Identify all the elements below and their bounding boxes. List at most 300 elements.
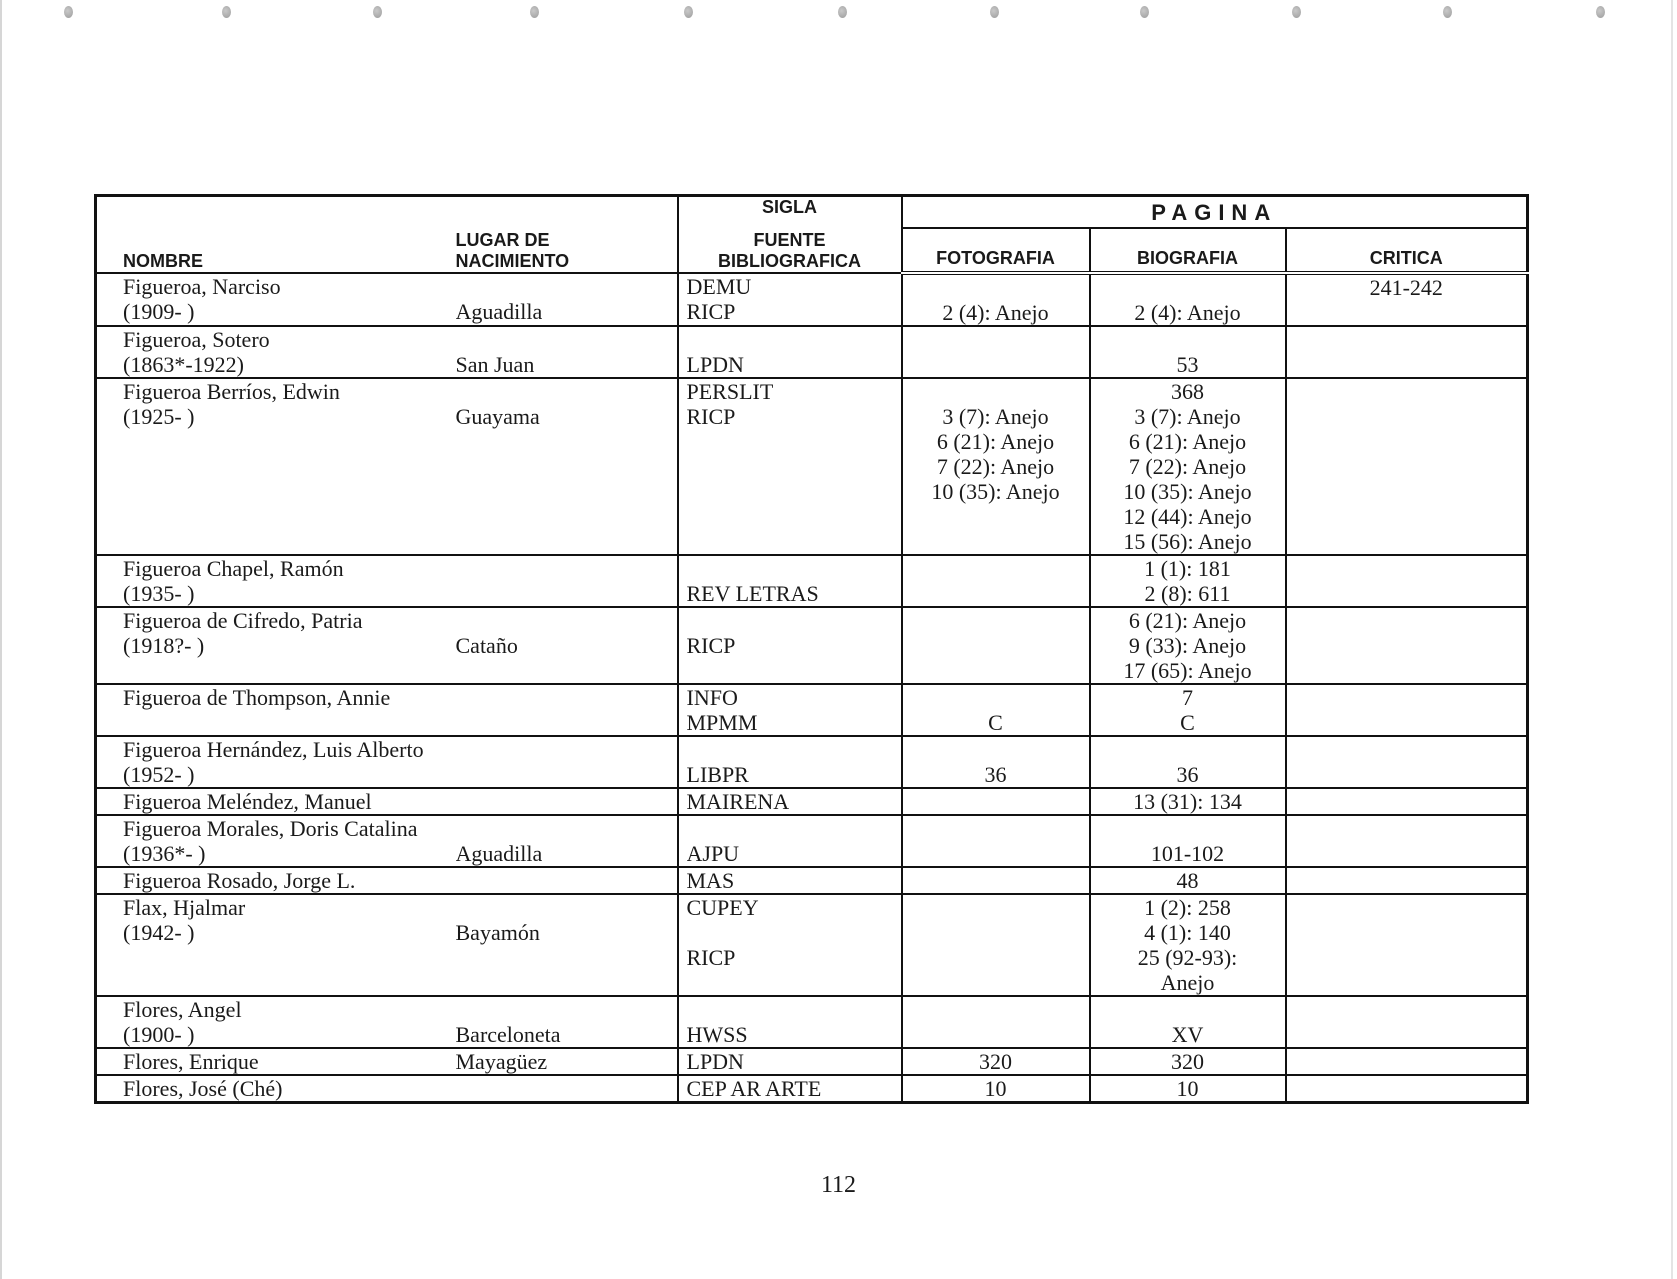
cell-line: [1287, 556, 1527, 581]
cell-line: [903, 608, 1089, 633]
cell-line: LPDN: [686, 352, 744, 377]
cell-line: [1287, 816, 1527, 841]
cell-line: (1909- ): [123, 299, 195, 324]
cell-line: LPDN: [686, 1049, 744, 1074]
cell-line: CEP AR ARTE: [686, 1076, 822, 1101]
cell-foto: [902, 996, 1090, 1048]
bibliography-table: [94, 194, 1529, 1104]
cell-line: [1287, 479, 1527, 504]
column-header-critica: CRITICA: [1286, 228, 1528, 273]
cell-foto: [902, 326, 1090, 378]
cell-critica: [1286, 555, 1528, 607]
cell-line: [903, 352, 1089, 377]
table-row: [96, 815, 1528, 867]
cell-line: INFO: [686, 685, 738, 710]
cell-line: 10: [984, 1076, 1007, 1101]
cell-line: 1 (2): 258: [1144, 895, 1231, 920]
cell-nombre: [96, 867, 456, 894]
cell-line: 7 (22): Anejo: [1128, 454, 1247, 479]
cell-line: [687, 970, 901, 995]
binder-hole: [990, 6, 999, 18]
cell-nombre: [96, 607, 456, 684]
cell-line: (1935- ): [123, 581, 195, 606]
cell-critica: [1286, 1048, 1528, 1075]
cell-lugar: [456, 867, 678, 894]
cell-nombre: [96, 326, 456, 378]
cell-line: (1952- ): [123, 762, 195, 787]
cell-line: Anejo: [1160, 970, 1215, 995]
cell-line: [123, 504, 456, 529]
table-row: [96, 894, 1528, 996]
table-row: [96, 607, 1528, 684]
cell-line: [1091, 997, 1285, 1022]
binder-hole: [373, 6, 382, 18]
cell-lugar: [456, 815, 678, 867]
cell-line: 12 (44): Anejo: [1123, 504, 1252, 529]
cell-line: Guayama: [455, 404, 540, 429]
cell-line: (1936*- ): [123, 841, 206, 866]
cell-critica: [1286, 736, 1528, 788]
cell-line: [1287, 945, 1527, 970]
cell-line: (1925- ): [123, 404, 195, 429]
cell-line: [687, 997, 901, 1022]
table-row: [96, 867, 1528, 894]
cell-line: [903, 868, 1089, 893]
cell-line: [1287, 327, 1527, 352]
cell-nombre: [96, 815, 456, 867]
cell-line: 15 (56): Anejo: [1123, 529, 1252, 554]
cell-bio: [1090, 815, 1286, 867]
table-row: [96, 555, 1528, 607]
cell-line: [903, 816, 1089, 841]
column-header-nombre: NOMBRE: [96, 196, 456, 274]
cell-sigla: [678, 1075, 902, 1103]
cell-lugar: [456, 894, 678, 996]
cell-bio: [1090, 894, 1286, 996]
cell-lugar: [456, 788, 678, 815]
cell-line: (1863*-1922): [123, 352, 244, 377]
cell-line: [456, 970, 677, 995]
cell-line: [456, 429, 677, 454]
cell-nombre: [96, 1075, 456, 1103]
cell-line: Figueroa Hernández, Luis Alberto: [123, 737, 424, 762]
cell-line: Figueroa de Thompson, Annie: [123, 685, 391, 710]
cell-line: [456, 581, 677, 606]
cell-line: [903, 556, 1089, 581]
cell-bio: [1090, 1075, 1286, 1103]
table-row: [96, 996, 1528, 1048]
cell-lugar: [456, 378, 678, 555]
cell-line: DEMU: [686, 274, 752, 299]
cell-line: 25 (92-93):: [1137, 945, 1238, 970]
cell-line: [1287, 454, 1527, 479]
cell-line: [456, 479, 677, 504]
cell-line: Figueroa Berríos, Edwin: [123, 379, 340, 404]
cell-bio: [1090, 273, 1286, 326]
cell-line: [456, 327, 677, 352]
cell-nombre: [96, 788, 456, 815]
cell-bio: [1090, 607, 1286, 684]
cell-line: [1287, 1022, 1527, 1047]
cell-line: 13 (31): 134: [1133, 789, 1242, 814]
cell-bio: [1090, 555, 1286, 607]
cell-line: REV LETRAS: [686, 581, 819, 606]
column-header-sigla: SIGLA FUENTE BIBLIOGRAFICA: [678, 196, 902, 274]
table-row: [96, 684, 1528, 736]
cell-line: [1287, 429, 1527, 454]
cell-line: [1091, 737, 1285, 762]
cell-critica: [1286, 815, 1528, 867]
cell-line: [903, 581, 1089, 606]
cell-sigla: [678, 607, 902, 684]
cell-line: 6 (21): Anejo: [936, 429, 1055, 454]
cell-line: [903, 379, 1089, 404]
table-row: [96, 378, 1528, 555]
cell-line: [687, 556, 901, 581]
cell-line: [123, 658, 456, 683]
cell-line: Aguadilla: [455, 841, 543, 866]
cell-line: MAS: [686, 868, 735, 893]
cell-line: [1287, 997, 1527, 1022]
cell-line: [1091, 816, 1285, 841]
cell-line: 101-102: [1150, 841, 1225, 866]
cell-line: [123, 429, 456, 454]
cell-foto: [902, 1075, 1090, 1103]
cell-line: [1287, 710, 1527, 735]
cell-line: MPMM: [686, 710, 758, 735]
cell-line: [1287, 608, 1527, 633]
cell-foto: [902, 736, 1090, 788]
cell-foto: [902, 1048, 1090, 1075]
cell-line: [456, 454, 677, 479]
cell-line: [687, 529, 901, 554]
cell-critica: [1286, 607, 1528, 684]
cell-critica: [1286, 996, 1528, 1048]
cell-line: [456, 789, 677, 814]
column-header-pagina: PAGINA: [902, 196, 1528, 229]
cell-line: [687, 454, 901, 479]
cell-line: [1287, 581, 1527, 606]
cell-line: Bayamón: [455, 920, 540, 945]
cell-line: Barceloneta: [455, 1022, 561, 1047]
cell-line: [1287, 841, 1527, 866]
cell-line: [456, 274, 677, 299]
cell-nombre: [96, 273, 456, 326]
cell-line: [456, 608, 677, 633]
cell-line: 368: [1171, 379, 1204, 404]
binder-holes: [0, 0, 1677, 30]
column-header-lugar: LUGAR DE NACIMIENTO: [456, 196, 678, 274]
cell-line: Mayagüez: [455, 1049, 548, 1074]
cell-lugar: [456, 326, 678, 378]
cell-line: MAIRENA: [686, 789, 790, 814]
cell-line: [1287, 404, 1527, 429]
cell-line: Figueroa Meléndez, Manuel: [123, 789, 372, 814]
cell-line: Cataño: [455, 633, 518, 658]
cell-line: 10 (35): Anejo: [1123, 479, 1252, 504]
cell-line: [687, 429, 901, 454]
cell-lugar: [456, 607, 678, 684]
cell-bio: [1090, 326, 1286, 378]
column-header-biografia: BIOGRAFIA: [1090, 228, 1286, 273]
cell-foto: [902, 788, 1090, 815]
cell-bio: [1090, 736, 1286, 788]
cell-line: [903, 920, 1089, 945]
cell-line: [1287, 529, 1527, 554]
page-edge-right: [1671, 0, 1673, 1279]
cell-line: [1287, 658, 1527, 683]
cell-line: [903, 658, 1089, 683]
binder-hole: [1596, 6, 1605, 18]
cell-nombre: [96, 996, 456, 1048]
cell-line: 320: [1171, 1049, 1204, 1074]
cell-line: [903, 895, 1089, 920]
cell-critica: [1286, 273, 1528, 326]
header-row-top: [96, 196, 1528, 229]
cell-line: Figueroa Rosado, Jorge L.: [123, 868, 356, 893]
cell-line: RICP: [686, 299, 736, 324]
cell-line: [687, 920, 901, 945]
cell-line: [123, 529, 456, 554]
cell-nombre: [96, 1048, 456, 1075]
cell-line: [456, 895, 677, 920]
cell-line: [1287, 1076, 1527, 1101]
cell-line: [123, 710, 456, 735]
cell-line: 6 (21): Anejo: [1128, 429, 1247, 454]
cell-nombre: [96, 684, 456, 736]
binder-hole: [530, 6, 539, 18]
cell-line: [456, 685, 677, 710]
cell-line: AJPU: [686, 841, 740, 866]
cell-line: [1287, 300, 1527, 325]
cell-bio: [1090, 378, 1286, 555]
cell-line: 53: [1176, 352, 1199, 377]
cell-line: (1942- ): [123, 920, 195, 945]
cell-line: 36: [984, 762, 1007, 787]
cell-line: [687, 816, 901, 841]
cell-lugar: [456, 1075, 678, 1103]
cell-lugar: [456, 273, 678, 326]
cell-line: [123, 454, 456, 479]
cell-line: [903, 685, 1089, 710]
cell-critica: [1286, 326, 1528, 378]
cell-line: [123, 970, 456, 995]
cell-critica: [1286, 684, 1528, 736]
cell-foto: [902, 273, 1090, 326]
cell-bio: [1090, 788, 1286, 815]
cell-line: [1287, 868, 1527, 893]
cell-line: [1287, 970, 1527, 995]
cell-bio: [1090, 996, 1286, 1048]
cell-line: Figueroa Morales, Doris Catalina: [123, 816, 418, 841]
cell-sigla: [678, 867, 902, 894]
cell-bio: [1090, 867, 1286, 894]
cell-critica: [1286, 894, 1528, 996]
cell-line: Figueroa Chapel, Ramón: [123, 556, 344, 581]
binder-hole: [64, 6, 73, 18]
cell-line: Flores, Angel: [123, 997, 242, 1022]
cell-line: 7: [1182, 685, 1193, 710]
cell-line: [1287, 920, 1527, 945]
cell-line: 17 (65): Anejo: [1123, 658, 1252, 683]
cell-critica: [1286, 867, 1528, 894]
cell-line: [456, 816, 677, 841]
cell-line: [687, 327, 901, 352]
table-row: [96, 1048, 1528, 1075]
cell-lugar: [456, 555, 678, 607]
cell-line: [903, 737, 1089, 762]
cell-nombre: [96, 555, 456, 607]
cell-sigla: [678, 996, 902, 1048]
cell-lugar: [456, 1048, 678, 1075]
cell-line: [456, 379, 677, 404]
cell-line: 48: [1176, 868, 1199, 893]
page-number: 112: [820, 1172, 857, 1198]
cell-line: [456, 1076, 677, 1101]
cell-line: [1287, 504, 1527, 529]
cell-line: [687, 504, 901, 529]
cell-line: [1287, 685, 1527, 710]
binder-hole: [1140, 6, 1149, 18]
cell-line: RICP: [686, 633, 736, 658]
cell-line: [903, 1022, 1089, 1047]
cell-critica: [1286, 378, 1528, 555]
cell-line: LIBPR: [686, 762, 749, 787]
cell-line: [456, 868, 677, 893]
cell-line: 6 (21): Anejo: [1128, 608, 1247, 633]
cell-foto: [902, 894, 1090, 996]
cell-foto: [902, 607, 1090, 684]
cell-lugar: [456, 684, 678, 736]
cell-critica: [1286, 1075, 1528, 1103]
table-row: [96, 273, 1528, 326]
cell-nombre: [96, 736, 456, 788]
cell-line: San Juan: [455, 352, 535, 377]
cell-line: [1287, 737, 1527, 762]
cell-line: [1287, 379, 1527, 404]
cell-line: [903, 970, 1089, 995]
cell-line: Aguadilla: [455, 299, 543, 324]
cell-line: [456, 997, 677, 1022]
cell-line: [1287, 789, 1527, 814]
table-row: [96, 326, 1528, 378]
cell-line: PERSLIT: [686, 379, 774, 404]
cell-line: Flax, Hjalmar: [123, 895, 246, 920]
cell-line: CUPEY: [686, 895, 759, 920]
cell-sigla: [678, 894, 902, 996]
cell-line: [687, 479, 901, 504]
cell-line: XV: [1171, 1022, 1204, 1047]
cell-foto: [902, 867, 1090, 894]
cell-line: [456, 762, 677, 787]
cell-line: 2 (4): Anejo: [1134, 300, 1241, 325]
cell-line: [1287, 633, 1527, 658]
binder-hole: [1443, 6, 1452, 18]
cell-line: [687, 737, 901, 762]
cell-line: 1 (1): 181: [1144, 556, 1231, 581]
cell-line: [687, 608, 901, 633]
table-row: [96, 736, 1528, 788]
cell-line: 7 (22): Anejo: [936, 454, 1055, 479]
cell-line: C: [988, 710, 1003, 735]
cell-line: 4 (1): 140: [1144, 920, 1231, 945]
cell-line: [456, 737, 677, 762]
cell-line: [687, 658, 901, 683]
cell-line: [456, 945, 677, 970]
cell-line: [456, 710, 677, 735]
cell-nombre: [96, 894, 456, 996]
cell-line: 3 (7): Anejo: [942, 404, 1049, 429]
cell-line: [456, 504, 677, 529]
cell-critica: [1286, 788, 1528, 815]
cell-line: [903, 945, 1089, 970]
cell-sigla: [678, 326, 902, 378]
cell-line: Figueroa, Sotero: [123, 327, 270, 352]
cell-line: (1918?- ): [123, 633, 205, 658]
cell-bio: [1090, 684, 1286, 736]
table-row: [96, 788, 1528, 815]
binder-hole: [684, 6, 693, 18]
cell-line: [1287, 762, 1527, 787]
cell-line: 3 (7): Anejo: [1134, 404, 1241, 429]
cell-line: [456, 658, 677, 683]
cell-line: Figueroa, Narciso: [123, 274, 281, 299]
cell-line: [456, 556, 677, 581]
cell-line: RICP: [686, 404, 736, 429]
cell-line: HWSS: [686, 1022, 748, 1047]
column-header-fotografia: FOTOGRAFIA: [902, 228, 1090, 273]
cell-line: [903, 997, 1089, 1022]
cell-line: [1287, 895, 1527, 920]
binder-hole: [838, 6, 847, 18]
cell-sigla: [678, 684, 902, 736]
cell-line: 2 (8): 611: [1144, 581, 1231, 606]
cell-line: [1287, 1049, 1527, 1074]
cell-lugar: [456, 736, 678, 788]
cell-bio: [1090, 1048, 1286, 1075]
cell-line: Flores, Enrique: [123, 1049, 259, 1074]
cell-foto: [902, 815, 1090, 867]
cell-line: [456, 529, 677, 554]
cell-sigla: [678, 555, 902, 607]
cell-lugar: [456, 996, 678, 1048]
binder-hole: [1292, 6, 1301, 18]
cell-sigla: [678, 273, 902, 326]
cell-line: Flores, José (Ché): [123, 1076, 283, 1101]
cell-line: [903, 275, 1089, 300]
cell-foto: [902, 555, 1090, 607]
cell-line: 2 (4): Anejo: [942, 300, 1049, 325]
cell-line: [1091, 327, 1285, 352]
cell-line: [123, 945, 456, 970]
cell-line: 10: [1176, 1076, 1199, 1101]
cell-sigla: [678, 815, 902, 867]
cell-line: [903, 327, 1089, 352]
cell-line: 241-242: [1369, 275, 1443, 300]
cell-line: [903, 633, 1089, 658]
cell-line: C: [1180, 710, 1195, 735]
table-row: [96, 1075, 1528, 1103]
cell-line: [1287, 352, 1527, 377]
cell-line: RICP: [686, 945, 736, 970]
cell-line: 36: [1176, 762, 1199, 787]
cell-line: [903, 789, 1089, 814]
cell-line: [123, 479, 456, 504]
cell-line: 9 (33): Anejo: [1128, 633, 1247, 658]
cell-line: Figueroa de Cifredo, Patria: [123, 608, 363, 633]
cell-line: [903, 529, 1089, 554]
cell-sigla: [678, 1048, 902, 1075]
